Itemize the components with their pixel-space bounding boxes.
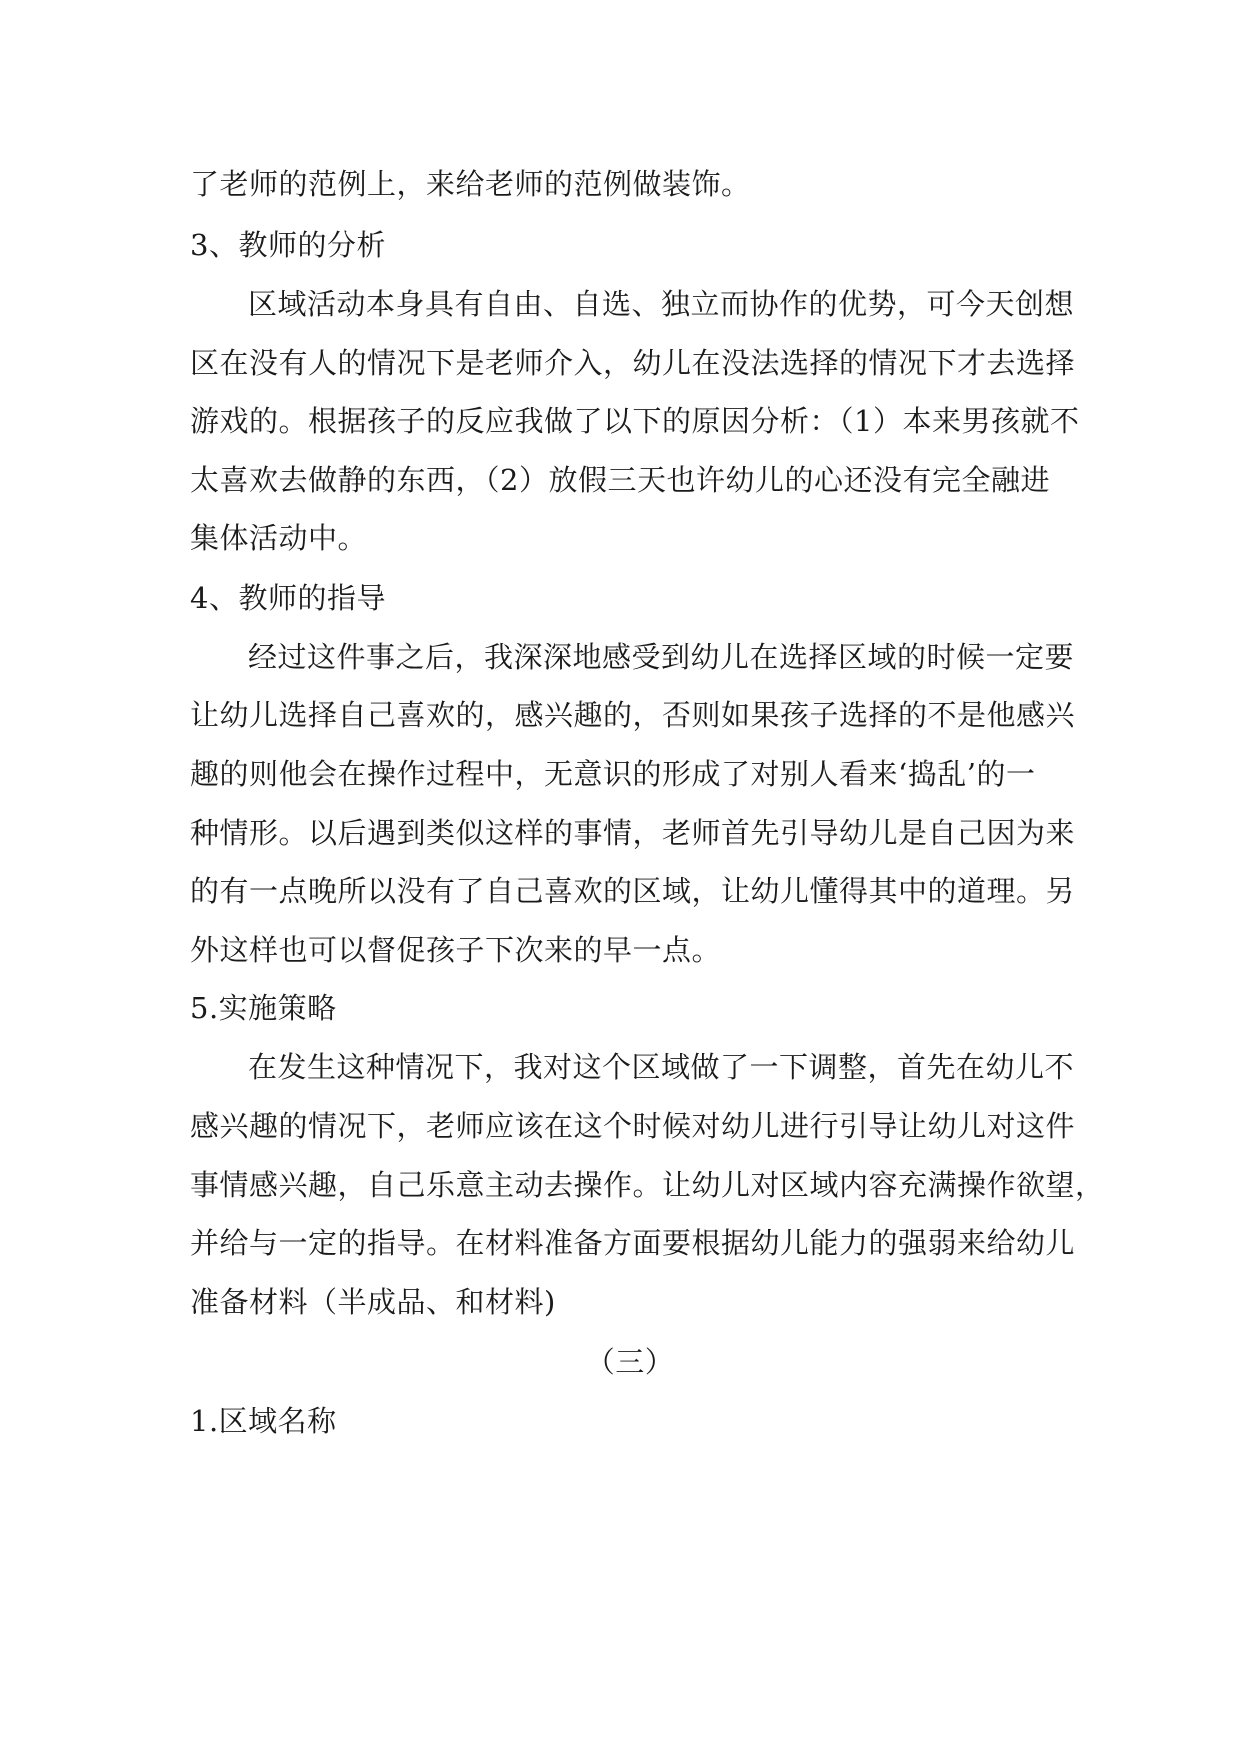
paragraph-line: 准备材料（半成品、和材料) <box>190 1285 556 1319</box>
paragraph-line: 并给与一定的指导。在材料准备方面要根据幼儿能力的强弱来给幼儿 <box>190 1226 1076 1260</box>
section-heading: 1.区域名称 <box>190 1404 337 1438</box>
paragraph-line: 感兴趣的情况下，老师应该在这个时候对幼儿进行引导让幼儿对这件 <box>190 1109 1076 1143</box>
section-heading: 4、教师的指导 <box>190 581 386 615</box>
section-heading: 5.实施策略 <box>190 991 337 1025</box>
paragraph-line: 事情感兴趣，自己乐意主动去操作。让幼儿对区域内容充满操作欲望， <box>190 1168 1105 1202</box>
paragraph-line: 种情形。以后遇到类似这样的事情，老师首先引导幼儿是自己因为来 <box>190 816 1076 850</box>
section-heading: 3、教师的分析 <box>190 228 386 262</box>
part-heading: （三） <box>585 1345 675 1379</box>
paragraph-line: 了老师的范例上，来给老师的范例做装饰。 <box>190 167 751 201</box>
paragraph-line: 让幼儿选择自己喜欢的，感兴趣的，否则如果孩子选择的不是他感兴 <box>190 698 1076 732</box>
paragraph-line: 区在没有人的情况下是老师介入，幼儿在没法选择的情况下才去选择 <box>190 346 1076 380</box>
paragraph-line: 外这样也可以督促孩子下次来的早一点。 <box>190 933 722 967</box>
paragraph-line: 集体活动中。 <box>190 521 368 555</box>
paragraph-line: 的有一点晚所以没有了自己喜欢的区域，让幼儿懂得其中的道理。另 <box>190 874 1076 908</box>
paragraph-line: 趣的则他会在操作过程中，无意识的形成了对别人看来‘捣乱’的一 <box>190 757 1036 791</box>
paragraph-line: 在发生这种情况下，我对这个区域做了一下调整，首先在幼儿不 <box>248 1050 1075 1084</box>
paragraph-line: 区域活动本身具有自由、自选、独立而协作的优势，可今天创想 <box>248 287 1075 321</box>
paragraph-line: 太喜欢去做静的东西，（2）放假三天也许幼儿的心还没有完全融进 <box>190 463 1050 497</box>
paragraph-line: 游戏的。根据孩子的反应我做了以下的原因分析：（1）本来男孩就不 <box>190 404 1080 438</box>
paragraph-line: 经过这件事之后，我深深地感受到幼儿在选择区域的时候一定要 <box>248 640 1075 674</box>
